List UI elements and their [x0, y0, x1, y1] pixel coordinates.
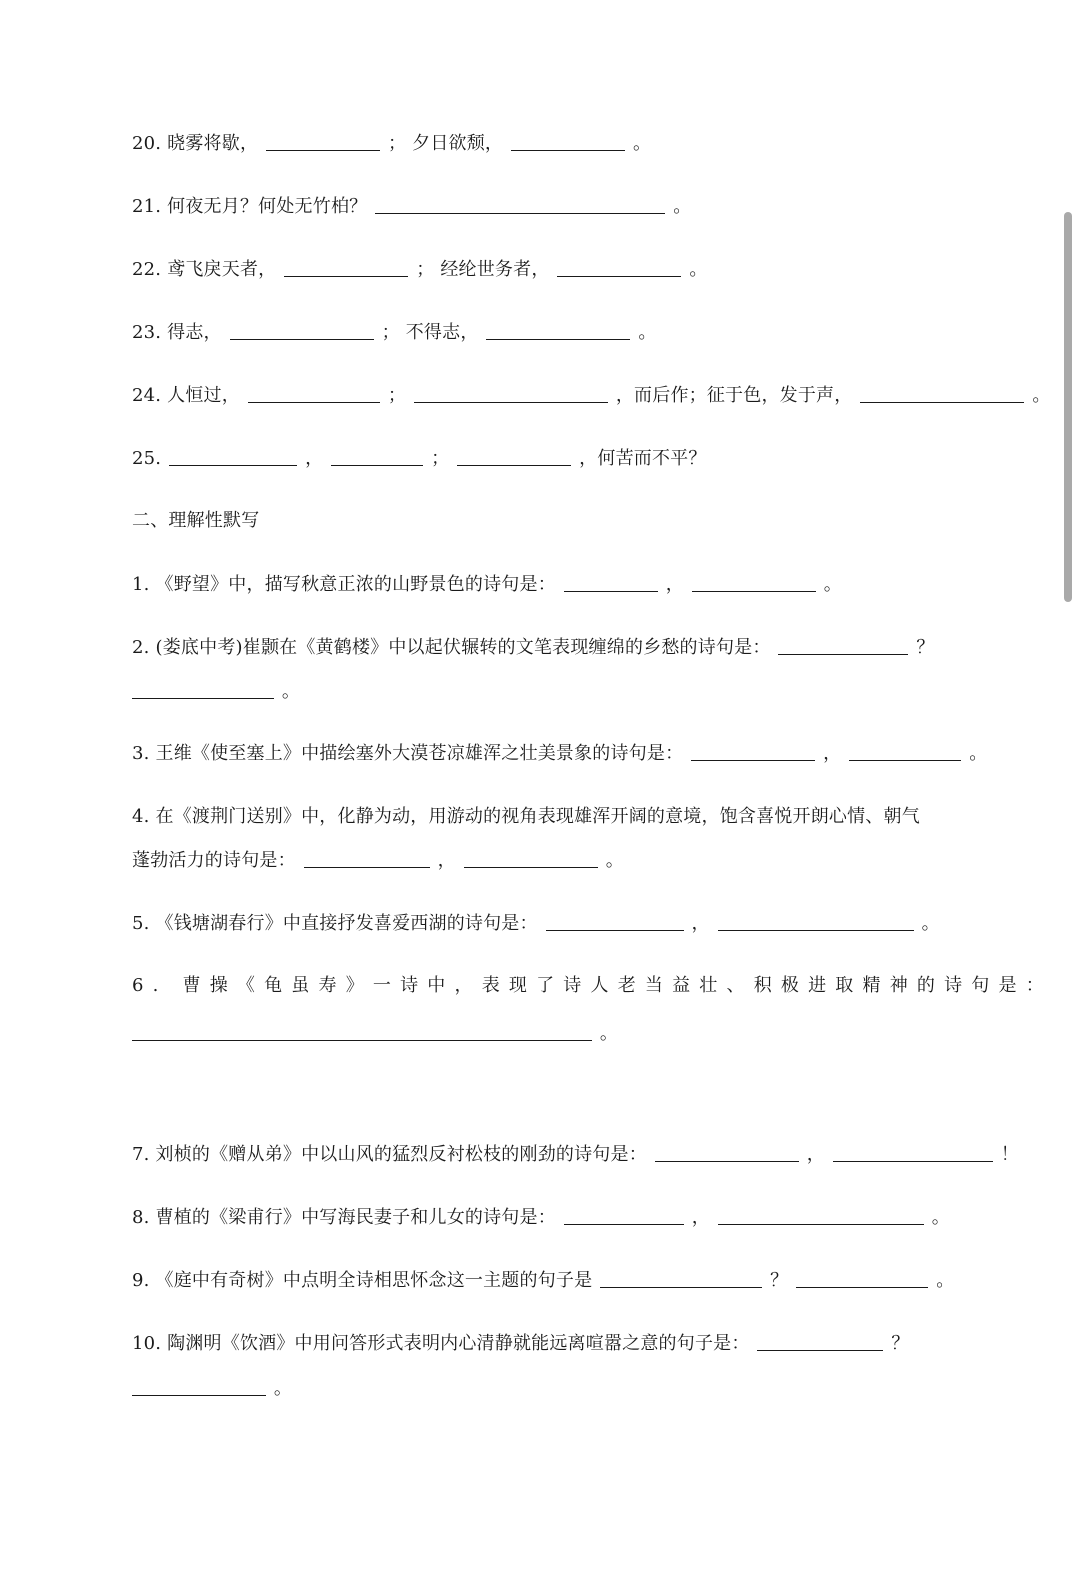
- answer-blank[interactable]: [169, 449, 297, 466]
- question-number: 9.: [132, 1270, 150, 1291]
- question-text: 陶渊明《饮酒》中用问答形式表明内心清静就能远离喧嚣之意的句子是：: [167, 1333, 750, 1354]
- punctuation: 。: [689, 259, 708, 280]
- question-p1: [132, 573, 842, 597]
- answer-blank[interactable]: [464, 851, 598, 868]
- punctuation: 。: [605, 850, 624, 871]
- question-p6: [132, 974, 1053, 998]
- question-text: 《野望》中，描写秋意正浓的山野景色的诗句是：: [155, 574, 556, 595]
- question-text: 夕日欲颓，: [412, 133, 504, 154]
- answer-blank[interactable]: [600, 1271, 762, 1288]
- punctuation: ？: [891, 1333, 910, 1354]
- question-p10: [132, 1332, 910, 1356]
- answer-blank[interactable]: [132, 1024, 592, 1041]
- answer-blank[interactable]: [796, 1271, 928, 1288]
- section-heading: [132, 509, 259, 533]
- question-text: 王维《使至塞上》中描绘塞外大漠苍凉雄浑之壮美景象的诗句是：: [155, 743, 684, 764]
- answer-blank[interactable]: [833, 1145, 993, 1162]
- question-p3: [132, 742, 987, 766]
- answer-blank[interactable]: [132, 1379, 266, 1396]
- question-number: 2.: [132, 637, 150, 658]
- punctuation: ？: [916, 637, 935, 658]
- punctuation: 。: [936, 1270, 955, 1291]
- question-p2: [132, 636, 935, 660]
- question-text: 《钱塘湖春行》中直接抒发喜爱西湖的诗句是：: [155, 913, 538, 934]
- punctuation: 。: [673, 196, 692, 217]
- question-number: 23.: [132, 322, 162, 343]
- question-p10-cont: [132, 1377, 292, 1401]
- answer-blank[interactable]: [778, 638, 908, 655]
- question-20: [132, 132, 651, 156]
- punctuation: ，: [691, 913, 710, 934]
- punctuation: 。: [638, 322, 657, 343]
- question-text: 曹操《龟虽寿》一诗中，表现了诗人老当益壮、积极进取精神的诗句是：: [182, 975, 1053, 996]
- scrollbar-thumb[interactable]: [1064, 212, 1072, 602]
- punctuation: 。: [969, 743, 988, 764]
- answer-blank[interactable]: [331, 449, 423, 466]
- question-text: 《庭中有奇树》中点明全诗相思怀念这一主题的句子是: [155, 1270, 593, 1291]
- question-text: 蓬勃活力的诗句是：: [132, 850, 296, 871]
- section-title: 二、理解性默写: [132, 510, 260, 531]
- answer-blank[interactable]: [486, 323, 630, 340]
- punctuation: 。: [1032, 385, 1051, 406]
- punctuation: ；: [388, 133, 407, 154]
- question-p5: [132, 912, 940, 936]
- question-p9: [132, 1269, 954, 1293]
- question-number: 8.: [132, 1207, 150, 1228]
- answer-blank[interactable]: [248, 386, 380, 403]
- answer-blank[interactable]: [860, 386, 1024, 403]
- question-number: 4.: [132, 806, 150, 827]
- punctuation: 。: [921, 913, 940, 934]
- question-21: [132, 195, 691, 219]
- answer-blank[interactable]: [692, 575, 816, 592]
- punctuation: ；: [431, 448, 450, 469]
- punctuation: ，: [665, 574, 684, 595]
- question-number: 6.: [132, 975, 168, 996]
- question-text: 得志，: [167, 322, 222, 343]
- question-text: 经纶世务者，: [440, 259, 550, 280]
- answer-blank[interactable]: [457, 449, 571, 466]
- answer-blank[interactable]: [414, 386, 608, 403]
- answer-blank[interactable]: [564, 575, 658, 592]
- answer-blank[interactable]: [304, 851, 430, 868]
- punctuation: ，: [806, 1144, 825, 1165]
- punctuation: ；: [387, 385, 407, 406]
- question-text: 在《渡荆门送别》中，化静为动，用游动的视角表现雄浑开阔的意境，饱含喜悦开朗心情、朝气: [155, 806, 920, 827]
- answer-blank[interactable]: [757, 1334, 883, 1351]
- punctuation: 。: [931, 1207, 950, 1228]
- answer-blank[interactable]: [375, 197, 665, 214]
- punctuation: 。: [273, 1378, 293, 1399]
- question-text: 何夜无月？何处无竹柏？: [167, 196, 368, 217]
- question-number: 22.: [132, 259, 162, 280]
- punctuation: ！: [1000, 1144, 1019, 1165]
- punctuation: ？: [770, 1270, 789, 1291]
- answer-blank[interactable]: [564, 1208, 684, 1225]
- answer-blank[interactable]: [849, 744, 961, 761]
- punctuation: 。: [823, 574, 842, 595]
- answer-blank[interactable]: [230, 323, 374, 340]
- question-number: 21.: [132, 196, 162, 217]
- answer-blank[interactable]: [557, 260, 681, 277]
- answer-blank[interactable]: [284, 260, 408, 277]
- punctuation: ，: [305, 448, 324, 469]
- punctuation: 。: [281, 681, 301, 702]
- answer-blank[interactable]: [655, 1145, 799, 1162]
- question-text: 曹植的《梁甫行》中写海民妻子和儿女的诗句是：: [155, 1207, 556, 1228]
- question-p4: [132, 805, 920, 829]
- punctuation: ，: [823, 743, 842, 764]
- question-23: [132, 321, 657, 345]
- scrollbar[interactable]: [1064, 212, 1072, 602]
- question-number: 20.: [132, 133, 162, 154]
- punctuation: 。: [599, 1023, 619, 1044]
- question-number: 7.: [132, 1144, 150, 1165]
- punctuation: ，: [437, 850, 456, 871]
- answer-blank[interactable]: [132, 682, 274, 699]
- question-p8: [132, 1206, 950, 1230]
- question-number: 24.: [132, 385, 162, 406]
- answer-blank[interactable]: [718, 1208, 924, 1225]
- question-p6-cont: [132, 1022, 618, 1046]
- answer-blank[interactable]: [511, 134, 625, 151]
- question-number: 25.: [132, 448, 162, 469]
- question-number: 10.: [132, 1333, 162, 1354]
- answer-blank[interactable]: [266, 134, 380, 151]
- question-text: ，而后作；征于色，发于声，: [615, 385, 853, 406]
- question-p4-cont: [132, 849, 624, 873]
- punctuation: ；: [381, 322, 400, 343]
- question-number: 1.: [132, 574, 150, 595]
- punctuation: ，: [691, 1207, 710, 1228]
- question-text: 不得志，: [405, 322, 479, 343]
- answer-blank[interactable]: [718, 914, 914, 931]
- question-p7: [132, 1143, 1019, 1167]
- question-text: 刘桢的《赠从弟》中以山风的猛烈反衬松枝的刚劲的诗句是：: [155, 1144, 647, 1165]
- question-text: (娄底中考)崔颢在《黄鹤楼》中以起伏辗转的文笔表现缠绵的乡愁的诗句是：: [155, 637, 771, 658]
- question-24: [132, 384, 1051, 408]
- question-number: 3.: [132, 743, 150, 764]
- question-number: 5.: [132, 913, 150, 934]
- question-text: ，何苦而不平？: [579, 448, 707, 469]
- question-text: 晓雾将歇，: [167, 133, 259, 154]
- answer-blank[interactable]: [546, 914, 684, 931]
- answer-blank[interactable]: [691, 744, 815, 761]
- punctuation: 。: [632, 133, 652, 154]
- punctuation: ；: [416, 259, 435, 280]
- question-p2-cont: [132, 680, 300, 704]
- question-text: 鸢飞戾天者，: [167, 259, 277, 280]
- question-22: [132, 258, 708, 282]
- question-25: [132, 447, 707, 471]
- question-text: 人恒过，: [167, 385, 240, 406]
